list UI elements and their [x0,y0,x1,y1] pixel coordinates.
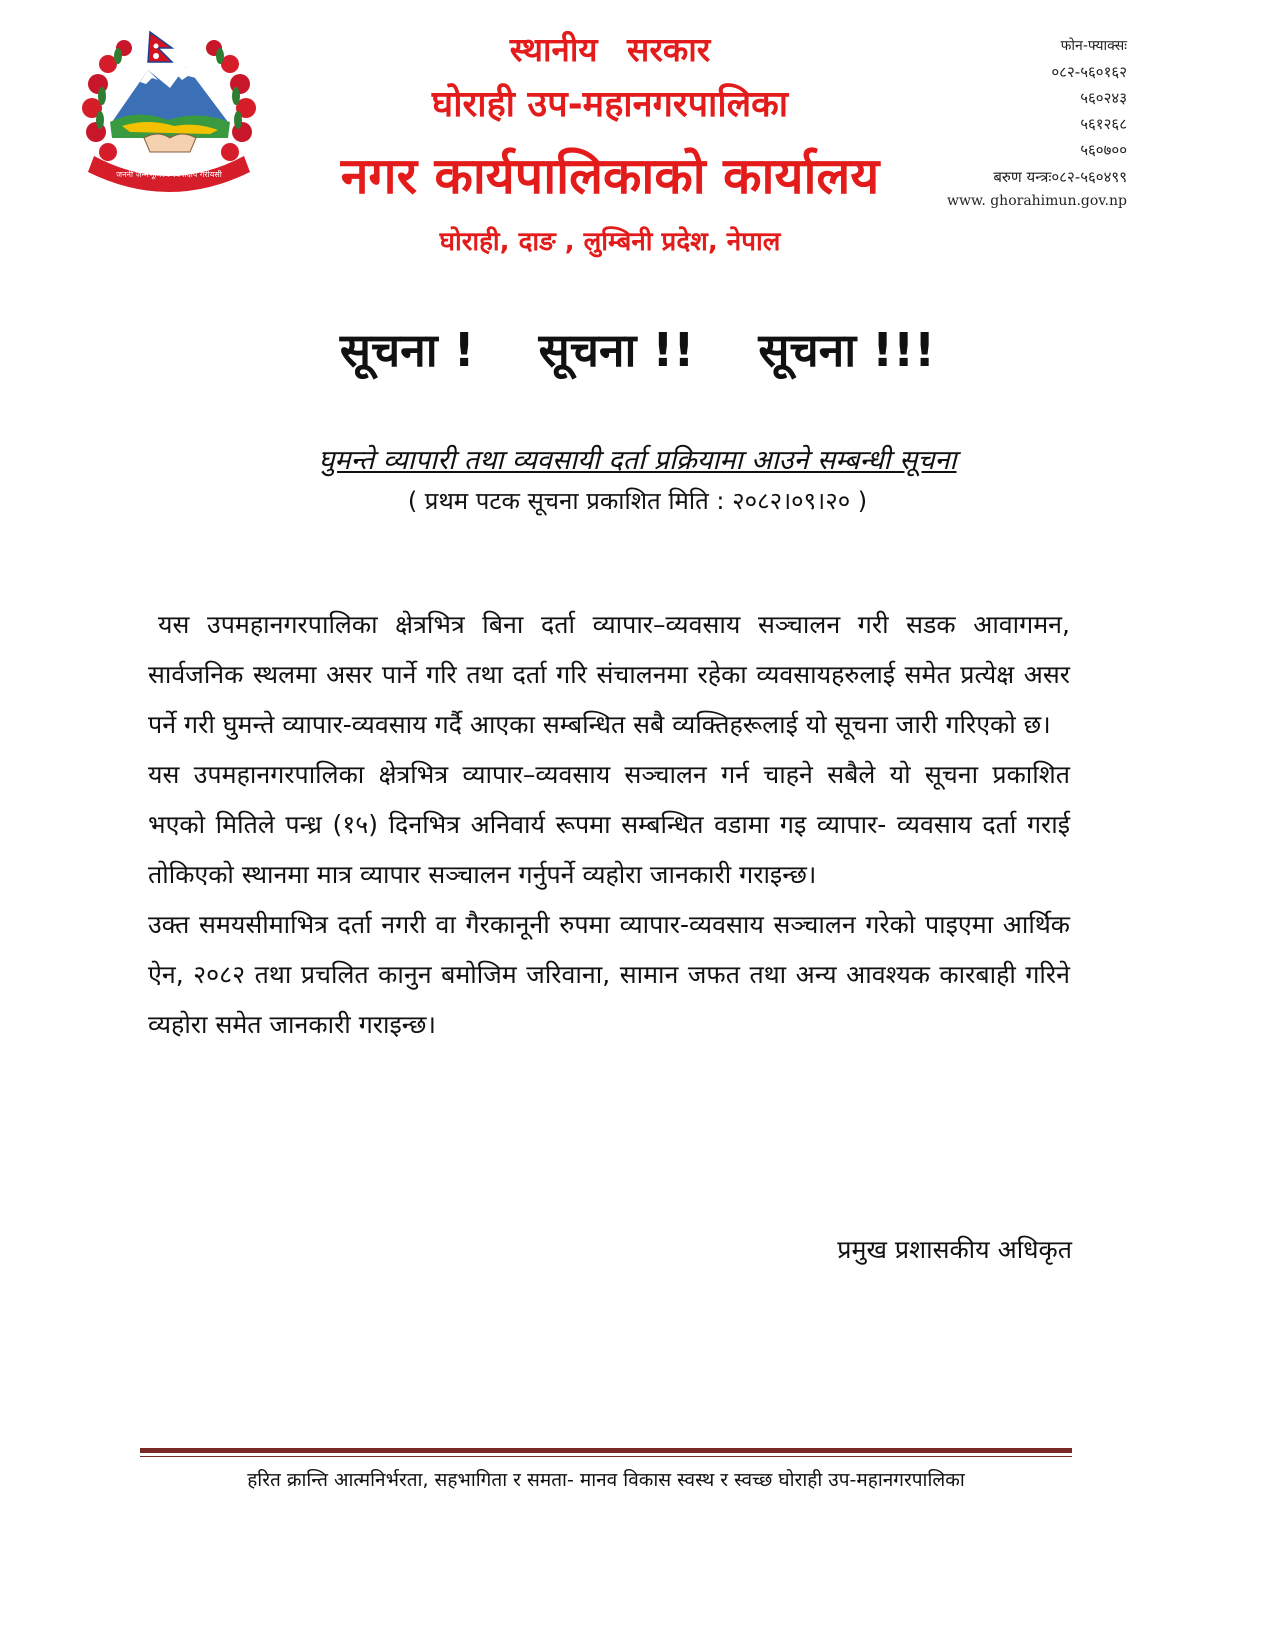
contact-phone: ०८२-५६०१६२ [1051,63,1127,81]
nepal-emblem [78,26,260,196]
contact-phone: ५६१२६८ [1080,115,1127,133]
mountain-icon [112,66,228,122]
first-published-date: ( प्रथम पटक सूचना प्रकाशित मिति : २०८२।०९।२० ) [407,487,868,515]
notice-subject: घुमन्ते व्यापारी तथा व्यवसायी दर्ता प्रक्रियामा आउने सम्बन्धी सूचना [318,445,957,476]
body-paragraph: उक्त समयसीमाभित्र दर्ता नगरी वा गैरकानूनी रुपमा व्यापार-व्यवसाय सञ्चालन गरेको पाइएमा आर्थिक ऐन, २०८२ तथा प्रचलित कानुन बमोजिम जरिवाना, सामान जफत तथा अन्य आवश्यक कारबाही गरिने व्यहोरा समेत जानकारी गराइन्छ। [148,910,1070,1039]
header-local-government: स्थानीय सरकार [509,30,711,69]
notice-heading [0,318,1275,380]
notice-word: सूचना !!! [758,323,936,377]
header-municipality-name: घोराही उप-महानगरपालिका [431,84,789,125]
footer-divider-thin [140,1456,1072,1457]
header-office-name: नगर कार्यपालिकाको कार्यालय [340,147,880,205]
contact-phone: ५६०७०० [1080,141,1127,159]
emblem-motto: जननी जन्मभूमिश्च स्वर्गादपि गरीयसी [116,170,222,179]
contact-website: www. ghorahimun.gov.np [947,193,1127,209]
body-paragraph: यस उपमहानगरपालिका क्षेत्रभित्र व्यापार–व्यवसाय सञ्चालन गर्न चाहने सबैले यो सूचना प्रकाशित भएको मितिले पन्ध्र (१५) दिनभित्र अनिवार्य रूपमा सम्बन्धित वडामा गइ व्यापार- व्यवसाय दर्ता गराई तोकिएको स्थानमा मात्र व्यापार सञ्चालन गर्नुपर्ने व्यहोरा जानकारी गराइन्छ। [148,760,1070,889]
header-address: घोराही, दाङ , लुम्बिनी प्रदेश, नेपाल [439,227,781,257]
notice-word: सूचना ! [339,323,475,377]
contact-label: फोन-फ्याक्सः [1060,38,1127,54]
contact-phone: ५६०२४३ [1080,89,1127,107]
notice-word: सूचना !! [538,323,695,377]
contact-fax: बरुण यन्त्रः०८२-५६०४९९ [993,168,1127,186]
footer-divider [140,1448,1072,1453]
signatory-title: प्रमुख प्रशासकीय अधिकृत [837,1235,1072,1264]
body-paragraph: यस उपमहानगरपालिका क्षेत्रभित्र बिना दर्ता व्यापार–व्यवसाय सञ्चालन गरी सडक आवागमन, सार्वजनिक स्थलमा असर पार्ने गरि तथा दर्ता गरि संचालनमा रहेका व्यवसायहरुलाई समेत प्रत्येक्ष असर पर्ने गरी घुमन्ते व्यापार-व्यवसाय गर्दै आएका सम्बन्धित सबै व्यक्तिहरूलाई यो सूचना जारी गरिएको छ। [148,610,1070,739]
flag-icon [148,32,172,62]
footer-slogan: हरित क्रान्ति आत्मनिर्भरता, सहभागिता र समता- मानव विकास स्वस्थ र स्वच्छ घोराही उप-महानगरपालिका [247,1469,965,1491]
notice-body [148,600,1070,1050]
